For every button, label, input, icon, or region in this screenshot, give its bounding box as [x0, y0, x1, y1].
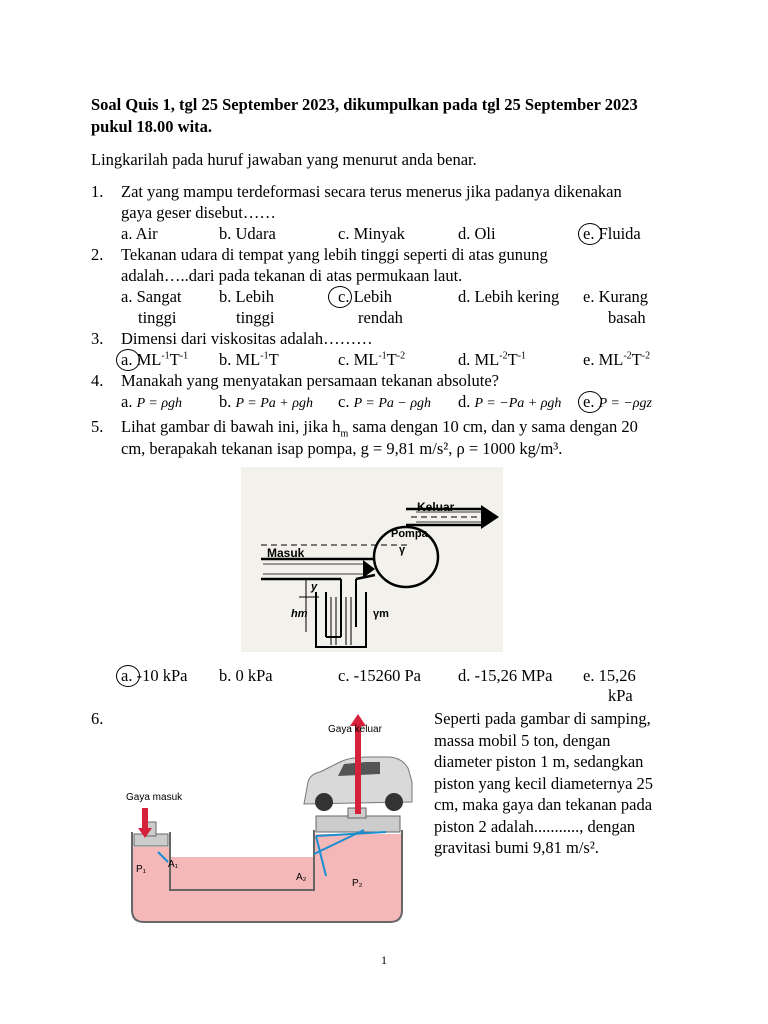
- q2-line-1: Tekanan udara di tempat yang lebih tinggi seperti di atas gunung: [121, 245, 548, 264]
- q5-option-b: b. 0 kPa: [219, 666, 273, 685]
- q3-option-a: a. $ML^{-1}T^{-1}$: [121, 350, 189, 369]
- q1-option-a: a. Air: [121, 224, 158, 243]
- label-keluar: Keluar: [417, 500, 455, 514]
- q6-line-6: piston 2 adalah..........., dengan: [434, 816, 636, 836]
- q6-line-3: diameter piston 1 m, sedangkan: [434, 752, 644, 771]
- q1-option-b: b. Udara: [219, 224, 276, 243]
- q1-option-e: e. Fluida: [583, 224, 641, 243]
- q6-line-1: Seperti pada gambar di samping,: [434, 709, 651, 728]
- q5-option-e: e. 15,26: [583, 666, 636, 685]
- q2-option-e: e. Kurang: [583, 287, 649, 306]
- q2-option-c: c. Lebih: [338, 287, 393, 306]
- label-gaya-keluar: Gaya keluar: [328, 724, 382, 735]
- q2-option-b: b. Lebih: [219, 287, 274, 306]
- label-pompa: Pompa: [391, 528, 428, 540]
- label-gamma-m: γm: [373, 608, 389, 620]
- q6-line-5: cm, maka gaya dan tekanan pada: [434, 795, 653, 814]
- hydraulic-press-diagram: [118, 712, 420, 932]
- label-p1: P₁: [136, 864, 147, 875]
- q4-option-e: e. P = −ρgz: [583, 392, 652, 411]
- q4-number: 4.: [91, 371, 104, 390]
- q5-option-a: a. -10 kPa: [121, 666, 188, 685]
- q3-option-c: c. $ML^{-1}T^{-2}$: [338, 350, 406, 369]
- q4-option-d: d. P = −Pa + ρgh: [458, 392, 562, 411]
- q5-number: 5.: [91, 417, 104, 436]
- q5-option-e-2: kPa: [608, 686, 633, 705]
- page-number: 1: [381, 953, 387, 967]
- label-a2: A₂: [296, 872, 307, 883]
- q3-option-e: e. $ML^{-2}T^{-2}$: [583, 350, 651, 369]
- q6-line-7: gravitasi bumi 9,81 m/s².: [434, 838, 599, 857]
- q5-option-d: d. -15,26 MPa: [458, 666, 553, 685]
- q1-option-d: d. Oli: [458, 224, 496, 243]
- q2-option-d: d. Lebih kering: [458, 287, 560, 306]
- q2-option-a: a. Sangat: [121, 287, 182, 306]
- q1-line-1: Zat yang mampu terdeformasi secara terus menerus jika padanya dikenakan: [121, 182, 622, 201]
- q2-line-2: adalah…..dari pada tekanan di atas permukaan laut.: [121, 266, 463, 285]
- q5-line-2: cm, berapakah tekanan isap pompa, g = 9,81 m/s², ρ = 1000 kg/m³.: [121, 439, 563, 458]
- q2-option-e-2: basah: [608, 308, 646, 327]
- label-y: y: [311, 581, 318, 593]
- q5-line-1: Lihat gambar di bawah ini, jika $h_m$ sama dengan 10 cm, dan y sama dengan 20: [121, 417, 638, 440]
- label-p2: P₂: [352, 878, 363, 889]
- pump-diagram: [241, 467, 503, 652]
- q4-option-b: b. P = Pa + ρgh: [219, 392, 313, 411]
- q1-line-2: gaya geser disebut……: [121, 203, 276, 222]
- answer-circle: [578, 223, 602, 245]
- q1-option-c: c. Minyak: [338, 224, 405, 243]
- label-a1: A₁: [168, 859, 179, 870]
- header-line-2: pukul 18.00 wita.: [91, 117, 213, 136]
- q3-option-b: b. $ML^{-1}T$: [219, 350, 279, 369]
- label-masuk: Masuk: [267, 546, 305, 560]
- label-gamma: γ: [399, 544, 406, 556]
- label-gaya-masuk: Gaya masuk: [126, 792, 183, 803]
- q2-option-c-2: rendah: [358, 308, 403, 327]
- q4-line-1: Manakah yang menyatakan persamaan tekanan absolute?: [121, 371, 499, 390]
- q3-option-d: d. $ML^{-2}T^{-1}$: [458, 350, 527, 369]
- q4-option-c: c. P = Pa − ρgh: [338, 392, 432, 411]
- q5-option-c: c. -15260 Pa: [338, 666, 421, 685]
- q2-option-a-2: tinggi: [138, 308, 177, 327]
- q6-line-4: piston yang kecil diameternya 25: [434, 773, 654, 793]
- q2-number: 2.: [91, 245, 104, 264]
- label-hm: hm: [291, 608, 308, 620]
- header-line-1: Soal Quis 1, tgl 25 September 2023, dikumpulkan pada tgl 25 September 2023: [91, 95, 638, 114]
- q4-option-a: a. P = ρgh: [121, 392, 183, 411]
- q1-number: 1.: [91, 182, 104, 201]
- q6-number: 6.: [91, 709, 104, 728]
- q3-line-1: Dimensi dari viskositas adalah………: [121, 329, 373, 348]
- answer-circle: [116, 665, 140, 687]
- q6-line-2: massa mobil 5 ton, dengan: [434, 730, 611, 750]
- q2-option-b-2: tinggi: [236, 308, 275, 327]
- q3-number: 3.: [91, 329, 104, 348]
- answer-circle: [578, 391, 602, 413]
- instruction: Lingkarilah pada huruf jawaban yang menurut anda benar.: [91, 150, 477, 169]
- answer-circle: [116, 349, 140, 371]
- answer-circle: [328, 286, 352, 308]
